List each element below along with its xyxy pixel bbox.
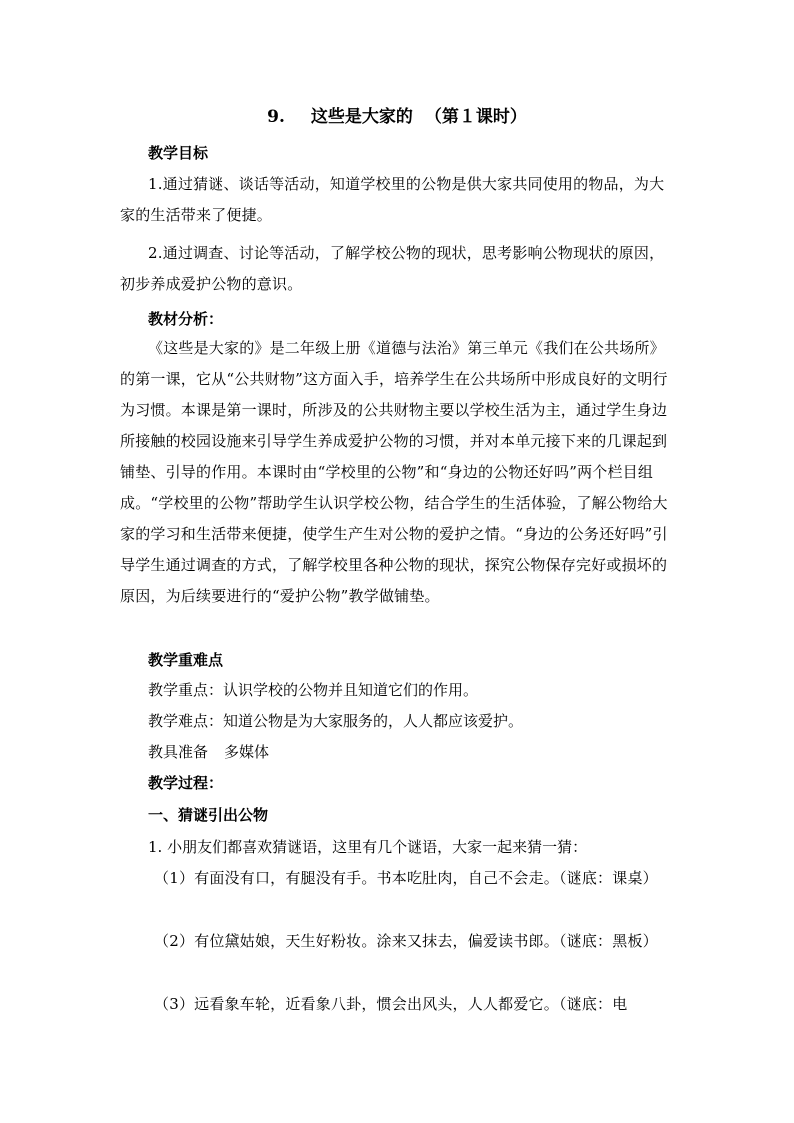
tools-label: 教具准备 [148, 743, 209, 761]
riddle-1-text: （1）有面没有口，有腿没有手。书本吃肚肉，自己不会走。（谜底：课桌） [154, 869, 658, 887]
tools-line [148, 739, 269, 765]
section-1-heading: 一、猜谜引出公物 [148, 806, 269, 824]
goal-heading: 教学目标 [148, 144, 209, 162]
riddle-2-text: （2）有位黛姑娘，天生好粉妆。涂来又抹去，偏爱读书郎。（谜底：黑板） [154, 932, 658, 950]
key-point: 教学重点：认识学校的公物并且知道它们的作用。 [148, 681, 479, 699]
lesson-title [120, 104, 674, 130]
riddle-3 [120, 989, 674, 1020]
goal-2-text: 2.通过调查、讨论等活动，了解学校公物的现状，思考影响公物现状的原因，初步养成爱护公物的意识。 [120, 244, 665, 293]
step-1-text: 1. 小朋友们都喜欢猜谜语，这里有几个谜语，大家一起来猜一猜： [148, 838, 588, 856]
riddle-3-text: （3）远看象车轮，近看象八卦，惯会出风头，人人都爱它。（谜底：电 [154, 995, 628, 1013]
analysis-text: 《这些是大家的》是二年级上册《道德与法治》第三单元《我们在公共场所》的第一课，它从“公共财物”这方面入手，培养学生在公共场所中形成良好的文明行为习惯。本课是第一课时，所涉及的公共财物主要以学校生活为主，通过学生身边所接触的校园设施来引导学生养成爱护公物的习惯，并对本单元接下来的几课起到铺垫、引导的作用。本课时由“学校里的公物”和“身边的公物还好吗”两个栏目组成。“学校里的公物”帮助学生认识学校公物，结合学生的生活体验，了解公物给大家的学习和生活带来便捷，使学生产生对公物的爱护之情。“身边的公务还好吗”引导学生通过调查的方式，了解学校里各种公物的现状，探究公物保存完好或损坏的原因，为后续要进行的“爱护公物”教学做铺垫。 [120, 339, 668, 605]
goal-1-paragraph [120, 169, 674, 231]
riddle-2 [120, 926, 674, 957]
difficult-point: 教学难点：知道公物是为大家服务的，人人都应该爱护。 [148, 712, 524, 730]
process-heading: 教学过程： [148, 774, 224, 792]
tools-value: 多媒体 [224, 743, 270, 761]
goal-1-text: 1.通过猜谜、谈话等活动，知道学校里的公物是供大家共同使用的物品，为大家的生活带来了便捷。 [120, 175, 665, 224]
title-subtitle: （第１课时） [424, 107, 527, 127]
title-number: 9. [267, 107, 285, 127]
key-heading: 教学重难点 [148, 651, 224, 669]
analysis-heading: 教材分析： [148, 310, 224, 328]
title-main: 这些是大家的 [310, 107, 413, 127]
analysis-paragraph [120, 333, 674, 612]
riddle-1 [120, 863, 674, 894]
goal-2-paragraph [120, 238, 674, 300]
